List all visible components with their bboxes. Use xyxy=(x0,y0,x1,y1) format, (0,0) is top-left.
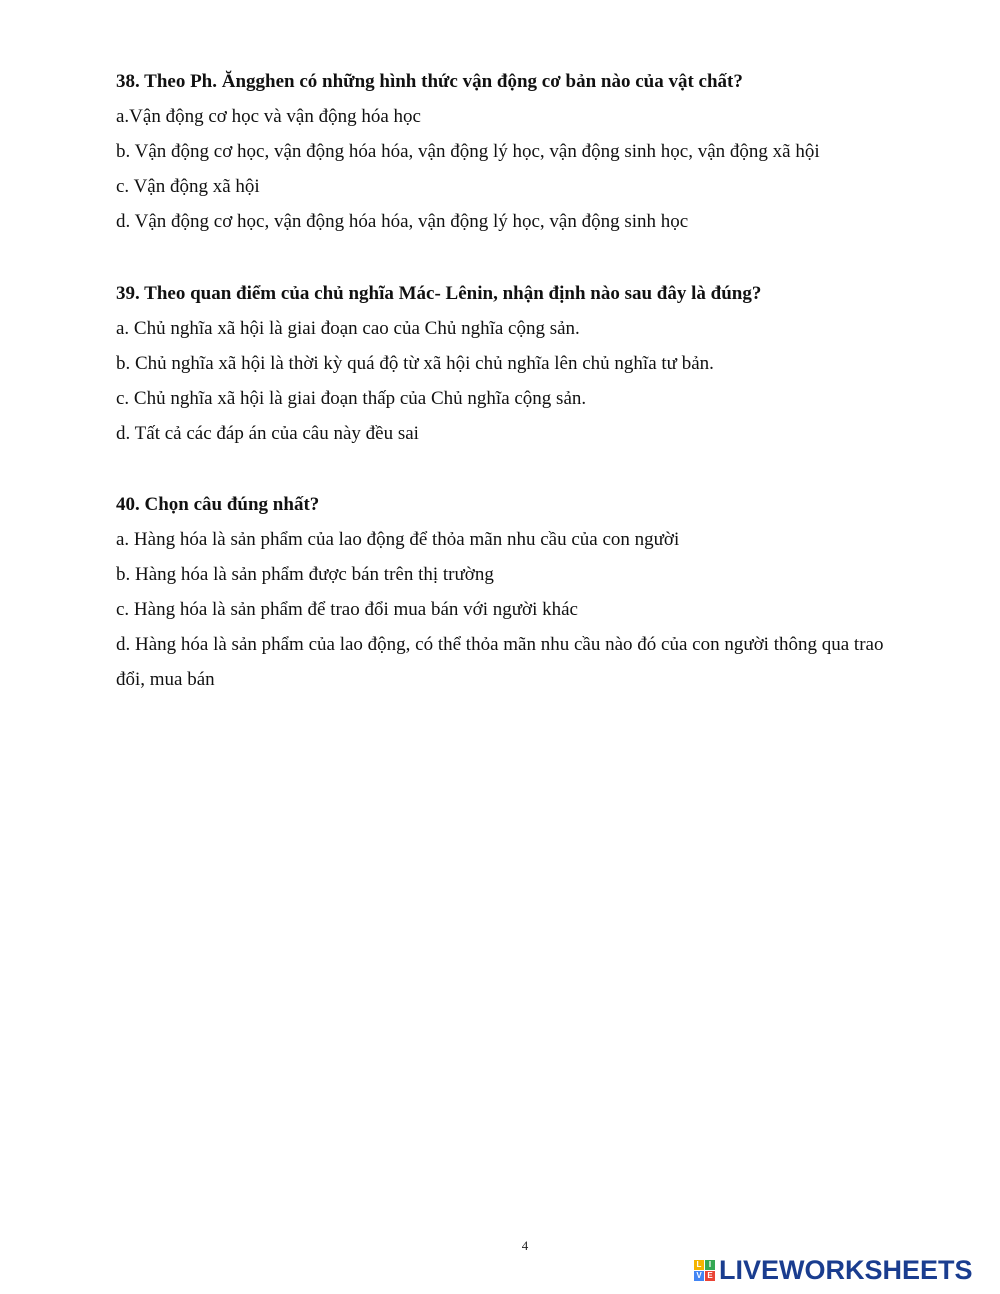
option-d: d. Tất cả các đáp án của câu này đều sai xyxy=(116,423,419,444)
option-c: c. Hàng hóa là sản phẩm để trao đổi mua bán với người khác xyxy=(116,599,578,620)
option-d: d. Hàng hóa là sản phẩm của lao động, có thể thỏa mãn nhu cầu nào đó của con người thông qua trao đổi, mua bán xyxy=(116,634,884,690)
question-title: 39. Theo quan điểm của chủ nghĩa Mác- Lênin, nhận định nào sau đây là đúng? xyxy=(116,283,762,304)
page-number: 4 xyxy=(521,1238,529,1253)
option-a: a. Chủ nghĩa xã hội là giai đoạn cao của Chủ nghĩa cộng sản. xyxy=(116,318,580,339)
logo-square-icon: E xyxy=(705,1271,715,1281)
question-38 xyxy=(116,64,916,239)
option-a: a.Vận động cơ học và vận động hóa học xyxy=(116,106,421,127)
logo-square-icon: I xyxy=(705,1260,715,1270)
option-b: b. Chủ nghĩa xã hội là thời kỳ quá độ từ xã hội chủ nghĩa lên chủ nghĩa tư bản. xyxy=(116,353,714,374)
option-b: b. Vận động cơ học, vận động hóa hóa, vận động lý học, vận động sinh học, vận động xã hội xyxy=(116,141,820,162)
question-39 xyxy=(116,276,916,451)
liveworksheets-brand-text: LIVEWORKSHEETS xyxy=(719,1254,973,1285)
option-b: b. Hàng hóa là sản phẩm được bán trên thị trường xyxy=(116,564,494,585)
liveworksheets-logo[interactable] xyxy=(694,1252,973,1288)
question-40 xyxy=(116,487,916,697)
question-title: 38. Theo Ph. Ăngghen có những hình thức vận động cơ bản nào của vật chất? xyxy=(116,71,743,92)
logo-square-icon: L xyxy=(694,1260,704,1270)
liveworksheets-logo-icon xyxy=(694,1260,715,1281)
option-c: c. Vận động xã hội xyxy=(116,176,260,197)
logo-square-icon: V xyxy=(694,1271,704,1281)
option-a: a. Hàng hóa là sản phẩm của lao động để thỏa mãn nhu cầu của con người xyxy=(116,529,680,550)
option-c: c. Chủ nghĩa xã hội là giai đoạn thấp của Chủ nghĩa cộng sản. xyxy=(116,388,587,409)
option-d: d. Vận động cơ học, vận động hóa hóa, vận động lý học, vận động sinh học xyxy=(116,211,689,232)
question-title: 40. Chọn câu đúng nhất? xyxy=(116,494,320,515)
